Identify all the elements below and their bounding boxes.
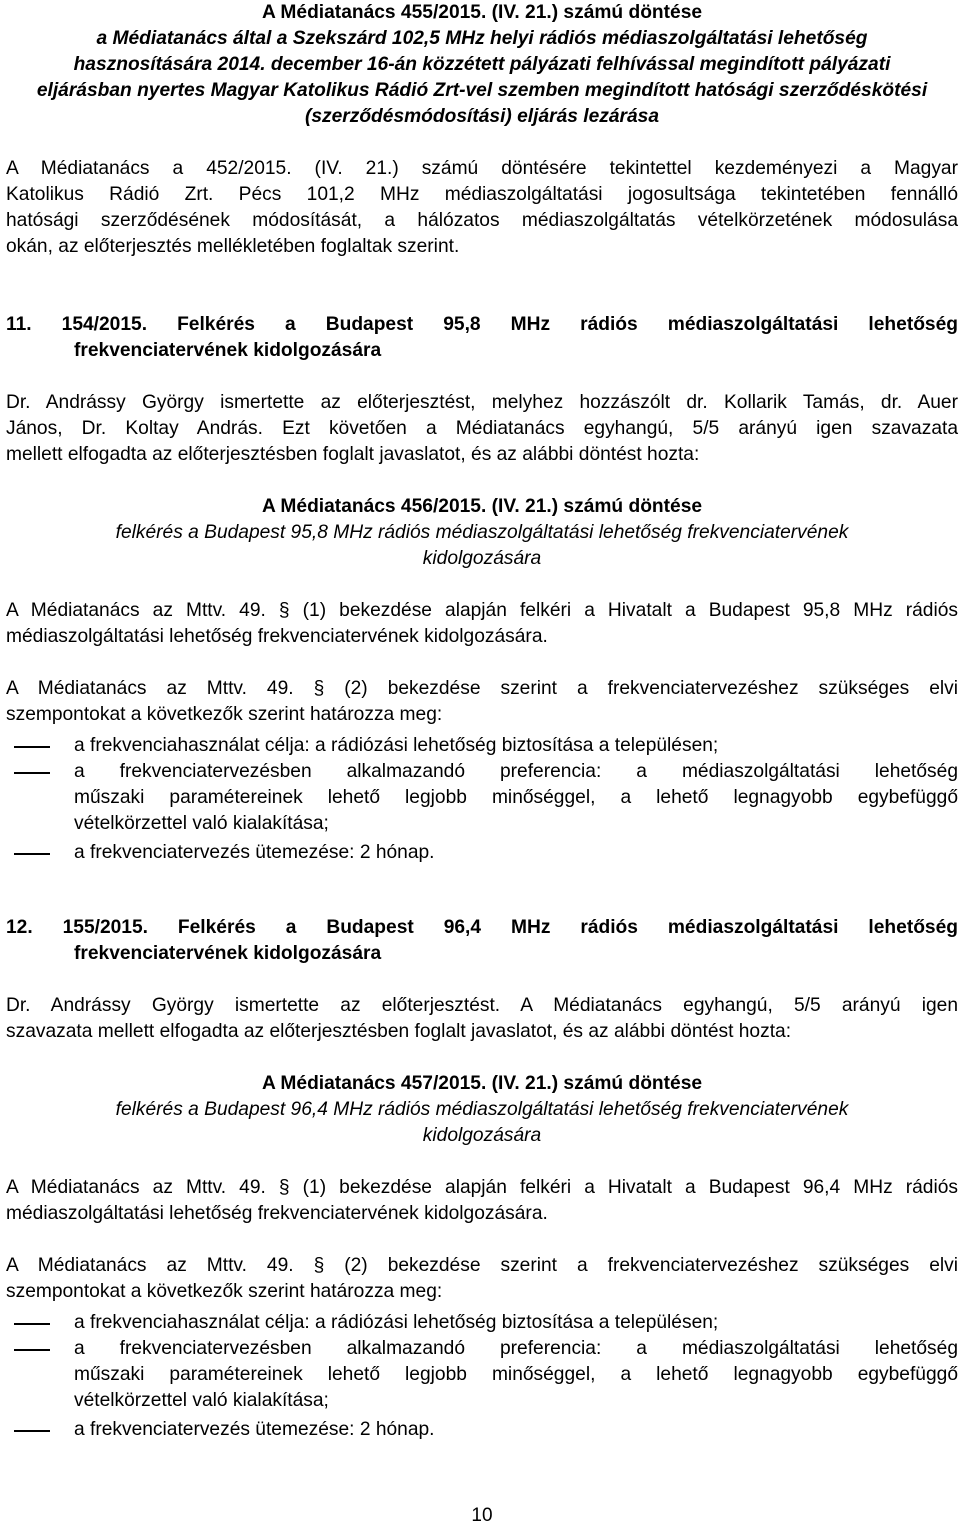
line-text: A Médiatanács az Mttv. 49. § (2) bekezdése szerint a frekvenciatervezéshez szükséges elvi bbox=[6, 1255, 958, 1276]
line-text: A Médiatanács 457/2015. (IV. 21.) számú döntése bbox=[261, 1073, 703, 1094]
text-line bbox=[6, 26, 958, 52]
bullet-dash-icon bbox=[14, 772, 50, 774]
line-text: a frekvenciatervezés ütemezése: 2 hónap. bbox=[74, 1419, 435, 1440]
line-text: vételkörzettel való kialakítása; bbox=[74, 813, 329, 834]
line-text: A Médiatanács a 452/2015. (IV. 21.) számú döntésére tekintettel kezdeményezi a Magyar bbox=[6, 158, 958, 179]
text-line bbox=[6, 1123, 958, 1149]
text-line bbox=[6, 156, 958, 182]
line-text: felkérés a Budapest 96,4 MHz rádiós médiaszolgáltatási lehetőség frekvenciatervének bbox=[115, 1099, 849, 1120]
text-line bbox=[6, 546, 958, 572]
text-line bbox=[6, 598, 958, 624]
text-line bbox=[6, 1175, 958, 1201]
line-text: frekvenciatervének kidolgozására bbox=[74, 340, 382, 361]
line-text: a Médiatanács által a Szekszárd 102,5 MHz helyi rádiós médiaszolgáltatási lehetőség bbox=[96, 28, 868, 49]
text-line bbox=[6, 676, 958, 702]
text-line bbox=[6, 52, 958, 78]
text-line bbox=[74, 811, 958, 837]
text-line bbox=[6, 78, 958, 104]
text-line bbox=[74, 785, 958, 811]
line-text: a frekvenciatervezésben alkalmazandó preferencia: a médiaszolgáltatási lehetőség bbox=[74, 1338, 958, 1359]
line-text: szavazata mellett elfogadta az előterjesztésben foglalt javaslatot, és az alábbi döntést hozta: bbox=[6, 1021, 792, 1042]
text-line bbox=[6, 182, 958, 208]
text-line bbox=[6, 0, 958, 26]
line-text: 12. 155/2015. Felkérés a Budapest 96,4 MHz rádiós médiaszolgáltatási lehetőség bbox=[6, 917, 958, 938]
line-text: frekvenciatervének kidolgozására bbox=[74, 943, 382, 964]
line-text: A Médiatanács az Mttv. 49. § (1) bekezdése alapján felkéri a Hivatalt a Budapest 96,4 MHz rádiós bbox=[6, 1177, 958, 1198]
line-text: vételkörzettel való kialakítása; bbox=[74, 1390, 329, 1411]
text-line bbox=[6, 1253, 958, 1279]
text-line bbox=[6, 915, 958, 941]
bullet-dash-icon bbox=[14, 1323, 50, 1325]
text-line bbox=[6, 1279, 958, 1305]
list-item bbox=[74, 1417, 958, 1443]
bullet-dash-icon bbox=[14, 853, 50, 855]
line-text: hasznosítására 2014. december 16-án közzétett pályázati felhívással megindított pályázati bbox=[73, 54, 891, 75]
page-number: 10 bbox=[471, 1505, 493, 1526]
text-line bbox=[6, 520, 958, 546]
text-line bbox=[6, 1019, 958, 1045]
list-item bbox=[74, 759, 958, 785]
line-text: médiaszolgáltatási lehetőség frekvenciatervének kidolgozására. bbox=[6, 1203, 548, 1224]
text-line bbox=[6, 702, 958, 728]
text-line bbox=[6, 442, 958, 468]
line-text: kidolgozására bbox=[422, 1125, 542, 1146]
text-line bbox=[6, 1071, 958, 1097]
text-line bbox=[6, 993, 958, 1019]
text-line bbox=[6, 1097, 958, 1123]
line-text: Katolikus Rádió Zrt. Pécs 101,2 MHz médiaszolgáltatási jogosultsága tekintetében fennálló bbox=[6, 184, 958, 205]
list-item bbox=[74, 840, 958, 866]
line-text: János, Dr. Koltay András. Ezt követően a Médiatanács egyhangú, 5/5 arányú igen szavazata bbox=[6, 418, 958, 439]
list-item bbox=[74, 1336, 958, 1362]
line-text: a frekvenciatervezés ütemezése: 2 hónap. bbox=[74, 842, 435, 863]
bullet-dash-icon bbox=[14, 1349, 50, 1351]
line-text: (szerződésmódosítási) eljárás lezárása bbox=[304, 106, 660, 127]
line-text: a frekvenciahasználat célja: a rádiózási lehetőség biztosítása a településen; bbox=[74, 735, 719, 756]
line-text: okán, az előterjesztés mellékletében foglaltak szerint. bbox=[6, 236, 460, 257]
line-text: A Médiatanács az Mttv. 49. § (2) bekezdése szerint a frekvenciatervezéshez szükséges elvi bbox=[6, 678, 958, 699]
line-text: médiaszolgáltatási lehetőség frekvenciatervének kidolgozására. bbox=[6, 626, 548, 647]
text-line bbox=[74, 1388, 958, 1414]
line-text: hatósági szerződésének módosítását, a hálózatos médiaszolgáltatás vételkörzetének módosulása bbox=[6, 210, 958, 231]
line-text: Dr. Andrássy György ismertette az előterjesztést. A Médiatanács egyhangú, 5/5 arányú igen bbox=[6, 995, 958, 1016]
line-text: műszaki paramétereinek lehető legjobb minőséggel, a lehető legnagyobb egybefüggő bbox=[74, 1364, 958, 1385]
list-item bbox=[74, 1310, 958, 1336]
text-line bbox=[74, 338, 958, 364]
text-line bbox=[6, 234, 958, 260]
line-text: szempontokat a következők szerint határozza meg: bbox=[6, 704, 443, 725]
line-text: a frekvenciahasználat célja: a rádiózási lehetőség biztosítása a településen; bbox=[74, 1312, 719, 1333]
text-line bbox=[6, 494, 958, 520]
text-line bbox=[6, 624, 958, 650]
line-text: mellett elfogadta az előterjesztésben foglalt javaslatot, és az alábbi döntést hozta: bbox=[6, 444, 700, 465]
list-item bbox=[74, 733, 958, 759]
line-text: szempontokat a következők szerint határozza meg: bbox=[6, 1281, 443, 1302]
line-text: Dr. Andrássy György ismertette az előterjesztést, melyhez hozzászólt dr. Kollarik Tamás, dr. Auer bbox=[6, 392, 958, 413]
text-line bbox=[6, 416, 958, 442]
line-text: A Médiatanács 455/2015. (IV. 21.) számú döntése bbox=[261, 2, 703, 23]
line-text: A Médiatanács 456/2015. (IV. 21.) számú döntése bbox=[261, 496, 703, 517]
bullet-dash-icon bbox=[14, 746, 50, 748]
bullet-dash-icon bbox=[14, 1430, 50, 1432]
line-text: kidolgozására bbox=[422, 548, 542, 569]
text-line bbox=[6, 208, 958, 234]
line-text: eljárásban nyertes Magyar Katolikus Rádió Zrt-vel szemben megindított hatósági szerződéskötési bbox=[36, 80, 928, 101]
line-text: felkérés a Budapest 95,8 MHz rádiós médiaszolgáltatási lehetőség frekvenciatervének bbox=[115, 522, 849, 543]
text-line bbox=[6, 312, 958, 338]
line-text: 11. 154/2015. Felkérés a Budapest 95,8 MHz rádiós médiaszolgáltatási lehetőség bbox=[6, 314, 958, 335]
text-line bbox=[6, 390, 958, 416]
line-text: a frekvenciatervezésben alkalmazandó preferencia: a médiaszolgáltatási lehetőség bbox=[74, 761, 958, 782]
text-line bbox=[6, 1201, 958, 1227]
text-line bbox=[74, 941, 958, 967]
text-line bbox=[6, 104, 958, 130]
text-line bbox=[74, 1362, 958, 1388]
line-text: A Médiatanács az Mttv. 49. § (1) bekezdése alapján felkéri a Hivatalt a Budapest 95,8 MHz rádiós bbox=[6, 600, 958, 621]
line-text: műszaki paramétereinek lehető legjobb minőséggel, a lehető legnagyobb egybefüggő bbox=[74, 787, 958, 808]
